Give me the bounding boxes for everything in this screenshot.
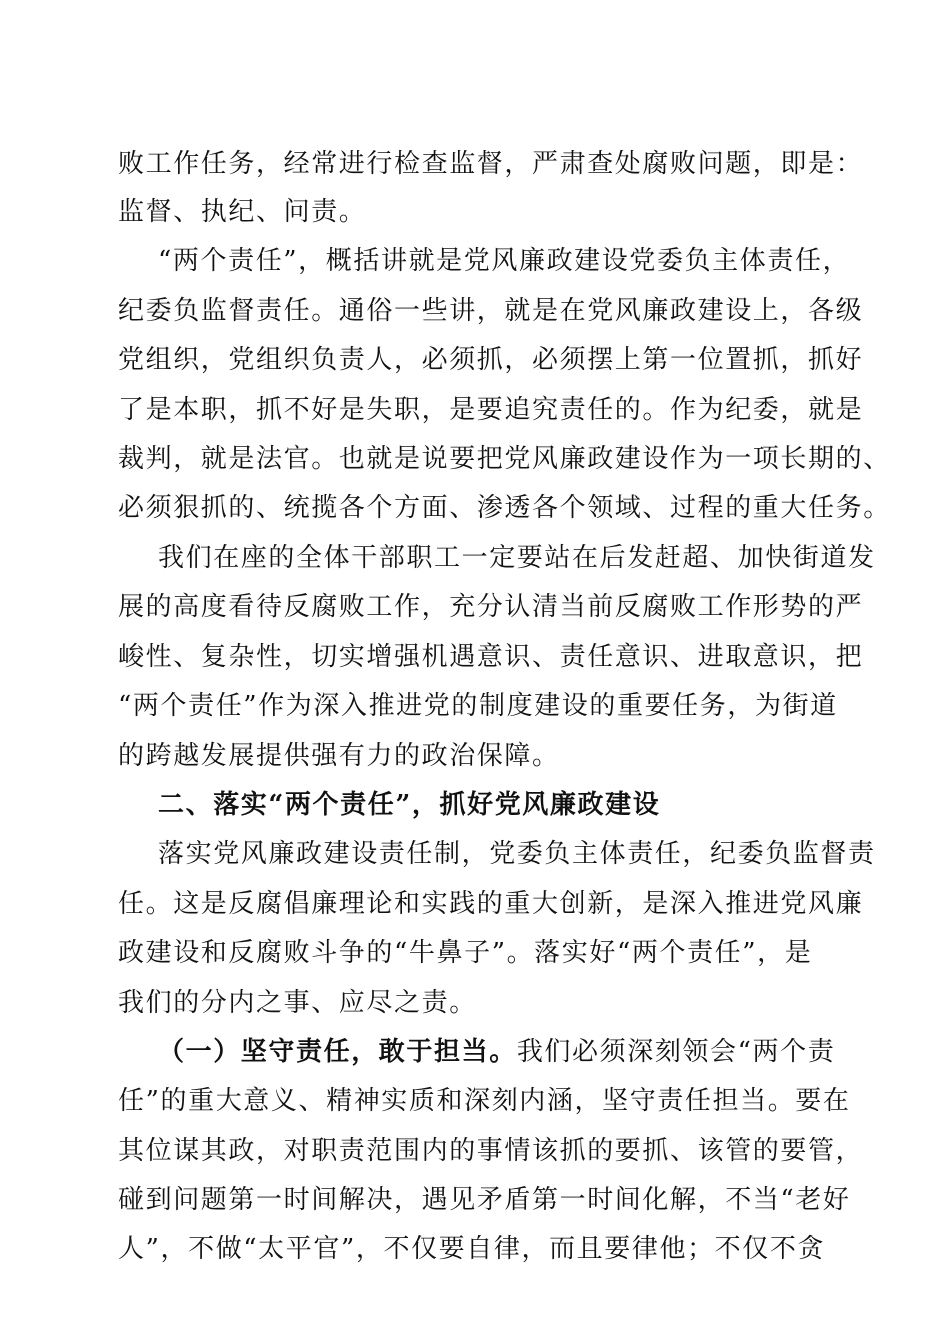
paragraph-line: 落实党风廉政建设责任制，党委负主体责任，纪委负监督责 [158,839,876,869]
paragraph-line: 峻性、复杂性，切实增强机遇意识、责任意识、进取意识，把 [118,642,864,672]
paragraph-line: 党组织，党组织负责人，必须抓，必须摆上第一位置抓，抓好 [118,345,864,375]
paragraph-line: 败工作任务，经常进行检查监督，严肃查处腐败问题，即是： [118,149,864,179]
paragraph-line: 我们在座的全体干部职工一定要站在后发赶超、加快街道发 [158,543,876,573]
paragraph-line: 碰到问题第一时间解决，遇见矛盾第一时间化解，不当“老好 [118,1185,851,1215]
section-heading: 二、落实“两个责任”，抓好党风廉政建设 [158,790,661,820]
paragraph-line: 纪委负监督责任。通俗一些讲，就是在党风廉政建设上，各级 [118,296,864,326]
paragraph-line: “两个责任”，概括讲就是党风廉政建设党委负主体责任， [158,246,851,276]
paragraph-line: 展的高度看待反腐败工作，充分认清当前反腐败工作形势的严 [118,592,864,622]
paragraph-line: 监督、执纪、问责。 [118,197,367,227]
paragraph-line: 的跨越发展提供强有力的政治保障。 [118,741,560,771]
paragraph-line: 人”，不做“太平官”，不仅要自律，而且要律他；不仅不贪 [118,1234,826,1264]
paragraph-line: 了是本职，抓不好是失职，是要追究责任的。作为纪委，就是 [118,395,864,425]
subheading-run: （一）坚守责任，敢于担当。 [158,1037,517,1067]
subheading-continuation: 我们必须深刻领会“两个责 [516,1037,836,1067]
paragraph-line-with-subheading [158,1036,835,1068]
paragraph-line: 其位谋其政，对职责范围内的事情该抓的要抓、该管的要管， [118,1136,864,1166]
paragraph-line: 必须狠抓的、统揽各个方面、渗透各个领域、过程的重大任务。 [118,493,891,523]
paragraph-line: 任”的重大意义、精神实质和深刻内涵，坚守责任担当。要在 [118,1086,851,1116]
paragraph-line: 政建设和反腐败斗争的“牛鼻子”。落实好“两个责任”，是 [118,938,813,968]
paragraph-line: “两个责任”作为深入推进党的制度建设的重要任务，为街道 [118,691,838,721]
paragraph-line: 我们的分内之事、应尽之责。 [118,988,477,1018]
paragraph-line: 裁判，就是法官。也就是说要把党风廉政建设作为一项长期的、 [118,444,891,474]
paragraph-line: 任。这是反腐倡廉理论和实践的重大创新，是深入推进党风廉 [118,889,864,919]
